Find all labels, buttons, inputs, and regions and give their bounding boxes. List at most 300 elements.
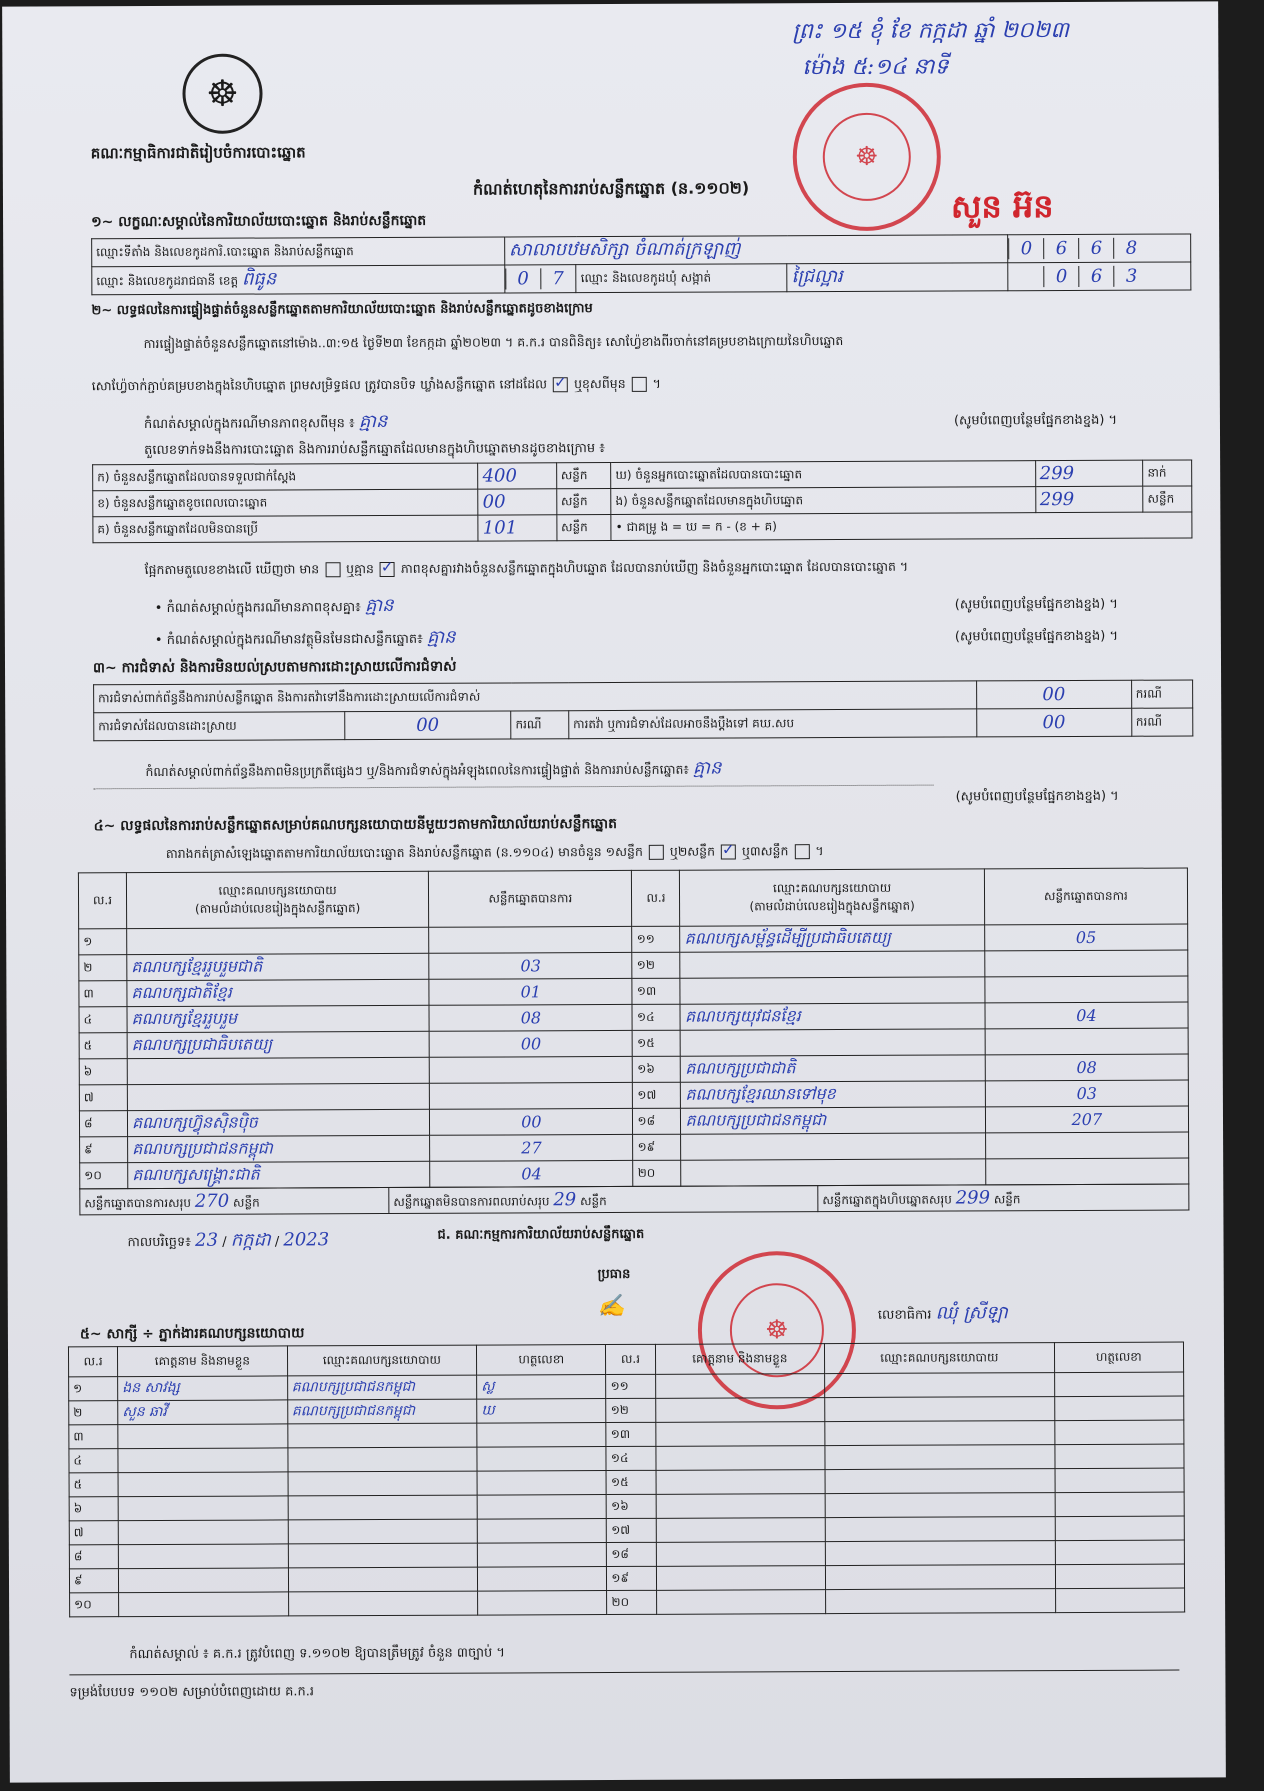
appeal-label: ការតវ៉ា ឬការជំទាស់ដែលអាចនឹងប្តឹងទៅ គឃ.សប [569,709,977,739]
commune-value-text: ជ្រៃល្អារ [791,265,843,288]
party-no [633,1082,681,1108]
col-party-right-title: ឈ្មោះគណបក្សនយោបាយ [772,880,892,895]
witness-no-text: ១៨ [611,1546,629,1561]
province-code-digit: 0 [505,268,540,289]
bullet-difference-label: • កំណត់សម្គាល់ក្នុងករណីមានភាពខុសគ្នា៖ [154,600,361,617]
witness-no-text: ៤ [73,1452,83,1467]
fill-hint-3: (សូមបំពេញបន្ថែមផ្នែកខាងខ្នង) ។ [954,628,1119,645]
witness-signature [1055,1492,1184,1517]
party-no [80,1163,128,1189]
party-no [79,1085,127,1111]
bullet-foreign-label: • កំណត់សម្គាល់ក្នុងករណីមានវត្ថុមិនមែនជាសន្លឹកឆ្នោត៖ [154,631,423,649]
discrepancy-line-rest: ភាពខុសគ្នារវាងចំនួនសន្លឹកឆ្នោតក្នុងហិបឆ្នោត ដែលបានរាប់ឃើញ និងចំនួនអ្នកបោះឆ្នោត ដែលបានបោះឆ្នោត ។ [400,558,909,576]
witness-party [288,1591,478,1616]
total-invalid-value: 29 [553,1188,577,1210]
party-votes-text: 05 [1075,927,1097,947]
secretary-signature: ឈុំ ស្រីឡា [935,1302,1008,1324]
witness-no-text: ១៤ [610,1450,629,1465]
witness-no [69,1473,118,1497]
party-name [127,1031,429,1058]
results-table [78,867,1189,1189]
party-name [127,979,429,1006]
witness-no-text: ៩ [73,1572,83,1587]
party-no [633,1160,681,1186]
difference-note [144,409,388,437]
received-label: ក) ចំនួនសន្លឹកឆ្នោតដែលបានទទួលជាក់ស្តែង [93,463,478,491]
form-reference: ទម្រង់បែបបទ ១១០២ សម្រាប់បំពេញដោយ គ.ក.រ [69,1684,315,1701]
witness-no [69,1425,118,1449]
party-name [681,1029,985,1056]
witness-party [288,1567,478,1592]
party-name-text: គណបក្សយុវជនខ្មែរ [684,1005,801,1026]
witness-no [69,1569,118,1593]
party-name [681,1159,985,1186]
figures-intro: តួលេខទាក់ទងនឹងការបោះឆ្នោត និងការរាប់សន្លឹកឆ្នោតដែលមានក្នុងហិបឆ្នោតមានដូចខាងក្រោម ៖ [144,441,606,459]
party-name-text: គណបក្សហ៊្វុនស៊ិនប៉ិច [131,1112,258,1132]
witness-no-text: ១៥ [610,1474,629,1489]
witness-party-text: គណបក្សប្រជាជនកម្ពុជា [291,1402,416,1420]
witness-name [655,1422,825,1447]
party-votes [985,1054,1188,1081]
unused-value-text: 101 [482,517,518,539]
witness-party [288,1447,478,1472]
location-code-digit: 0 [1008,238,1043,259]
party-name [127,953,429,980]
party-name-text: គណបក្សប្រជាជាតិ [685,1057,796,1078]
witness-no [69,1521,118,1545]
witness-no [70,1593,119,1617]
secretary [878,1300,1008,1328]
witness-no [607,1566,656,1590]
form-sheet [2,1,1226,1782]
party-no [79,981,127,1007]
witness-body [69,1372,1185,1617]
witness-signature [477,1375,606,1400]
fill-hint-2: (សូមបំពេញបន្ថែមផ្នែកខាងខ្នង) ។ [954,596,1118,613]
commune-label: ឈ្មោះ និងលេខកូដឃុំ សង្កាត់ [576,264,787,293]
party-votes-text: 04 [1076,1005,1097,1025]
party-no [80,1137,128,1163]
party-votes [429,1030,632,1057]
objections-unit: ករណី [1131,680,1193,708]
party-name [681,1081,985,1108]
objections-value-text: 00 [1042,684,1066,706]
party-votes [985,1028,1188,1055]
commune-value [787,263,1008,292]
party-votes [429,952,632,979]
party-votes-text: 04 [521,1164,542,1184]
witness-name [118,1424,288,1449]
witness-name-text: សួន ឆាវី [122,1403,167,1421]
witness-party [825,1517,1055,1542]
witness-no [607,1518,656,1542]
section1-table [91,233,1191,295]
witness-no-text: ១ [73,1380,83,1395]
party-name-text: គណបក្សជាតិខ្មែរ [131,982,232,1002]
party-no [79,1007,127,1033]
resolved-value-text: 00 [416,714,440,736]
total-valid-value: 270 [194,1190,230,1212]
one-sheet-checkbox[interactable] [649,845,664,860]
witness-no [606,1398,655,1422]
witness-signature [1055,1516,1184,1541]
handwritten-time-note: ម៉ោង ៥:១៤ នាទី [802,54,949,81]
dotted-line [94,785,934,790]
spoiled-unit: សន្លឹក [556,489,611,515]
party-name-text: គណបក្សខ្មែរឈានទៅមុខ [685,1083,836,1104]
witness-table [68,1342,1185,1618]
witness-signature [477,1399,606,1424]
two-sheets-label: ឬ២សន្លឹក [669,843,716,859]
appeal-unit: ករណី [1131,708,1193,736]
witness-name [655,1446,825,1471]
voters-value-text: 299 [1039,462,1075,485]
witness-no-text: ៥ [73,1476,83,1491]
footnote: កំណត់សម្គាល់ ៖ គ.ក.រ ត្រូវបំពេញ ទ.១១០២ ឱ្យបានត្រឹមត្រូវ ចំនួន ៣ច្បាប់ ។ [129,1645,506,1663]
witness-party [825,1469,1055,1494]
party-votes [985,1002,1188,1029]
witness-party [826,1589,1056,1614]
witness-col-name-right: គោត្តនាម និងនាមខ្លួន [655,1344,825,1375]
province-label-text: ឈ្មោះ និងលេខកូដរាជធានី ខេត្ត [96,273,239,289]
bullet-difference-value: គ្មាន [364,594,394,617]
spoiled-label: ខ) ចំនួនសន្លឹកឆ្នោតខូចពេលបោះឆ្នោត [93,489,478,517]
location-value-text: សាលាបឋមសិក្សា ចំណាត់ក្រឡាញ់ [508,238,741,261]
handwritten-date-note: ព្រះ ១៥ ខុំ ខែ កក្កដា ឆ្នាំ ២០២៣ [792,18,1070,45]
witness-name [656,1494,826,1519]
party-no [79,929,127,955]
party-votes-text: 00 [521,1112,542,1132]
witness-no-text: ៧ [73,1524,84,1539]
witness-col-sign-right: ហត្ថលេខា [1054,1342,1184,1373]
difference-note-label: កំណត់សម្គាល់ក្នុងករណីមានភាពខុសពីមុន ៖ [143,416,355,433]
witness-no [607,1542,656,1566]
party-no-text: ១០ [84,1167,102,1182]
has-discrepancy-checkbox[interactable] [325,562,340,577]
committee-name: គណៈកម្មាធិការជាតិរៀបចំការបោះឆ្នោត [90,143,306,163]
party-votes-text: 03 [1076,1083,1097,1103]
formula-note: • ជាគម្រូ ង = ឃ = ក - (ខ + គ) [611,512,1192,541]
form-title: កំណត់ហេតុនៃការរាប់សន្លឹកឆ្នោត (ន.១១០២) [472,178,750,199]
party-no [633,1030,681,1056]
witness-party [825,1397,1055,1422]
party-votes [429,926,632,953]
party-no-text: ៧ [83,1089,94,1104]
witness-party-text: គណបក្សប្រជាជនកម្ពុជា [291,1378,415,1396]
witness-no-text: ២ [73,1404,83,1419]
stamp-name: សួន អ៊ន [950,187,1054,226]
party-name [680,977,984,1004]
witness-signature [1055,1444,1184,1469]
no-discrepancy-checkbox[interactable] [380,562,395,577]
date-day: 23 [195,1229,219,1251]
witness-signature [1055,1540,1184,1565]
party-no-text: ១ [83,933,93,948]
party-name-text: គណបក្សសង្គ្រោះជាតិ [132,1164,260,1184]
bullet-foreign-value: គ្មាន [426,626,456,648]
party-votes [985,976,1188,1003]
total-valid-label: សន្លឹកឆ្នោតបានការសរុប [84,1195,192,1210]
province-value: ពិធូន [241,268,277,290]
bullet-difference [155,593,394,621]
total-valid-unit: សន្លឹក [232,1195,260,1210]
witness-no-text: ១៧ [611,1522,631,1537]
party-votes-text: 00 [520,1034,542,1054]
witness-name [119,1592,289,1617]
party-no [632,926,680,952]
party-no-text: ៦ [83,1063,93,1078]
total-valid [80,1187,389,1214]
party-no-text: ១៣ [636,983,657,998]
two-sheets-checkbox[interactable] [721,844,736,859]
party-votes-text: 03 [520,956,541,976]
commune-code-digit: 6 [1079,266,1114,287]
irregularity-note-value: គ្មាន [692,757,722,779]
witness-signature [477,1423,606,1448]
total-box [818,1184,1189,1212]
party-name-text: គណបក្សប្រជាជនកម្ពុជា [132,1137,273,1158]
section3-title: ៣~ ការជំទាស់ និងការមិនយល់ស្របតាមការដោះស្រាយលើការជំទាស់ [92,658,457,677]
witness-signature-text: ឃ [481,1402,495,1419]
witness-name [655,1398,825,1423]
location-code-digit: 8 [1113,238,1148,259]
no-discrepancy-label: ឬគ្មាន [346,561,374,577]
witness-no [69,1449,118,1473]
witness-no-text: ១៦ [611,1498,629,1513]
party-votes [429,1056,632,1083]
party-no-text: ១៦ [637,1061,655,1076]
date-label: កាលបរិច្ឆេទ៖ [127,1234,192,1251]
tally-sheet-intro: តារាងកត់ត្រាសំឡេងឆ្នោតតាមការិយាល័យបោះឆ្នោត និងរាប់សន្លឹកឆ្នោត (ន.១១០៤) មានចំនួន ១សន្លឹក [165,843,643,861]
witness-signature [1054,1396,1183,1421]
witness-name [656,1566,826,1591]
party-votes [985,1132,1188,1159]
total-box-value: 299 [955,1186,991,1209]
total-invalid-label: សន្លឹកឆ្នោតមិនបានការពលរាប់សរុប [393,1193,550,1209]
committee-sign-label: ជ. គណៈកម្មការការិយាល័យរាប់សន្លឹកឆ្នោត [437,1226,645,1243]
party-name [127,1005,429,1032]
seal-bottom-emblem-icon: ☸ [730,1283,824,1377]
witness-party [825,1421,1055,1446]
voters-value [1035,460,1143,486]
appeal-value [976,708,1131,737]
col-party [126,871,429,928]
witness-no [69,1497,118,1521]
province-code-digit: 7 [540,268,575,289]
spoiled-value [478,489,556,515]
party-no-text: ១៤ [636,1009,655,1024]
commune-code-digit: 0 [1044,266,1079,287]
witness-signature [1054,1372,1183,1397]
received-unit: សន្លឹក [556,463,611,489]
discrepancy-line [145,559,909,581]
witness-signature [477,1543,606,1568]
party-votes-text: 08 [1076,1057,1097,1077]
witness-signature [1055,1564,1184,1589]
president-signature: ✍ [597,1293,626,1320]
party-votes [429,978,632,1005]
three-sheets-checkbox[interactable] [794,844,809,859]
voters-unit: នាក់ [1143,460,1192,486]
witness-signature [1055,1588,1184,1613]
date-year: 2023 [283,1229,330,1251]
party-name [680,951,984,978]
section2-para1: ការផ្ទៀងផ្ទាត់ចំនួនសន្លឹកឆ្នោតនៅម៉ោង..៣:១៥ ថ្ងៃទី២៣ ខែកក្កដា ឆ្នាំ២០២៣ ។ គ.ក.រ បានពិនិត្យ៖ សោហ្វ៉ែខាងពីរចាក់នៅគម្របខាងក្រោយនៃហិបឆ្នោត [143,332,844,352]
witness-no-text: ១៣ [610,1426,631,1441]
date-month: កក្កដា [230,1229,271,1251]
witness-no [606,1446,655,1470]
party-no [632,1004,680,1030]
total-box-unit: សន្លឹក [993,1191,1021,1206]
total-invalid [389,1186,818,1214]
witness-no-text: ១២ [610,1402,629,1417]
party-name-text: គណបក្សខ្មែររួបរួមជាតិ [131,956,263,976]
witness-signature [478,1591,607,1616]
tally-sheet-line: តារាងកត់ត្រាសំឡេងឆ្នោតតាមការិយាល័យបោះឆ្នោត និងរាប់សន្លឹកឆ្នោត (ន.១១០៤) មានចំនួន ១សន្លឹក ឬ២សន្លឹក ✓ ឬ៣សន្លឹក ។ [166,843,824,865]
witness-party [288,1495,478,1520]
witness-signature [1054,1420,1183,1445]
witness-signature [478,1567,607,1592]
spoiled-value-text: 00 [482,491,506,513]
witness-signature [1055,1468,1184,1493]
party-no-text: ៣ [83,985,94,1000]
ballots-in-box-label: ង) ចំនួនសន្លឹកឆ្នោតដែលមានក្នុងហិបឆ្នោត [611,487,1035,515]
witness-party [825,1373,1055,1398]
same-checkbox[interactable] [553,377,568,392]
unused-value [478,515,556,541]
witness-name [118,1544,288,1569]
witness-no-text: ២០ [611,1594,630,1609]
party-votes [985,1080,1188,1107]
official-seal-top [792,83,941,232]
table-row [70,1588,1185,1617]
witness-no [69,1545,118,1569]
party-name [127,1109,429,1136]
party-no [79,1033,127,1059]
signing-date: កាលបរិច្ឆេទ៖ 23 / កក្កដា / 2023 [127,1229,330,1251]
witness-party [825,1493,1055,1518]
col-party-right [680,869,985,926]
fill-hint-4: (សូមបំពេញបន្ថែមផ្នែកខាងខ្នង) ។ [955,788,1119,805]
witness-col-no: ល.រ [68,1347,117,1377]
witness-no [606,1470,655,1494]
witness-no [69,1377,118,1401]
party-name [681,1133,985,1160]
witness-party [288,1519,478,1544]
witness-party [288,1543,478,1568]
witness-party [287,1423,477,1448]
location-code-digit: 6 [1078,238,1113,259]
party-no [632,952,680,978]
discrepancy-line-text: ផ្អែកតាមតួលេខខាងលើ ឃើញថា មាន [144,561,320,578]
province-code [505,265,577,293]
party-votes [985,950,1188,977]
party-no [79,1059,127,1085]
witness-col-no-right: ល.រ [606,1344,655,1374]
party-no-text: ១២ [636,957,655,972]
party-name-text: គណបក្សប្រជាធិបតេយ្យ [131,1033,273,1054]
witness-col-name: គោត្តនាម និងនាមខ្លួន [118,1346,288,1377]
party-votes [985,1158,1188,1185]
party-no-text: ៥ [83,1037,93,1052]
party-name [680,925,984,952]
irregularity-note-label: កំណត់សម្គាល់ពាក់ព័ន្ធនឹងភាពមិនប្រក្រតីផ្សេងៗ ឬ/និងការជំទាស់ក្នុងអំឡុងពេលនៃការផ្ទៀងផ្ទាត់ និងការរាប់សន្លឹកឆ្នោត៖ [145,761,689,780]
party-no [633,1056,681,1082]
witness-party [287,1375,477,1400]
party-votes [984,924,1187,951]
appeal-value-text: 00 [1042,712,1066,734]
party-name [127,1083,429,1110]
commune-code-digit: 3 [1114,266,1149,287]
president-label: ប្រធាន [597,1266,631,1283]
witness-name [118,1472,288,1497]
party-no-text: ២ [83,959,93,974]
party-no [79,955,127,981]
witness-col-party-right: ឈ្មោះគណបក្សនយោបាយ [824,1343,1054,1374]
seal-emblem-icon: ☸ [823,113,911,201]
party-name-text: គណបក្សប្រជាជនកម្ពុជា [685,1109,827,1130]
party-name [681,1055,985,1082]
witness-no-text: ៨ [73,1548,83,1563]
party-votes-text: 01 [520,982,542,1002]
witness-no [606,1374,655,1398]
party-no [79,1111,127,1137]
party-no-text: ២០ [637,1165,656,1180]
witness-no-text: ៣ [73,1428,84,1443]
objections-label: ការជំទាស់ពាក់ព័ន្ធនឹងការរាប់សន្លឹកឆ្នោត និងការតវ៉ាទៅនឹងការដោះស្រាយលើការជំទាស់ [94,681,977,713]
party-name [681,1107,985,1134]
party-no-text: ៤ [83,1011,93,1026]
party-votes [429,1004,632,1031]
witness-no-text: ៦ [73,1500,83,1515]
party-no [633,1108,681,1134]
ballots-in-box-unit: សន្លឹក [1143,486,1192,512]
party-name [680,1003,984,1030]
party-votes-text: 08 [520,1008,542,1028]
witness-party [288,1471,478,1496]
party-no-text: ១៨ [637,1113,656,1128]
received-value [478,463,556,489]
irregularity-note [145,756,721,786]
col-party-right-sub: (តាមលំដាប់លេខរៀងក្នុងសន្លឹកឆ្នោត) [749,898,915,913]
witness-signature [477,1519,606,1544]
party-votes [430,1108,633,1135]
witness-name [655,1374,825,1399]
witness-name [119,1568,289,1593]
section2-para1b-text: សោហ្វ៉ែចាក់ភ្ជាប់គម្របខាងក្នុងនៃហិបឆ្នោត ព្រមសម្រិទ្ធផល ត្រូវបានបិទ ឃ្លាំងសន្លឹកឆ្នោត នៅដដែល [91,376,548,394]
witness-col-sign: ហត្ថលេខា [477,1345,606,1376]
objections-value [976,680,1131,709]
witness-signature [477,1447,606,1472]
party-name [128,1135,430,1162]
party-no [633,1134,681,1160]
col-votes-right: សន្លឹកឆ្នោតបានការ [984,868,1187,925]
witness-no [607,1590,656,1614]
ballots-in-box-value-text: 299 [1039,488,1075,511]
unused-unit: សន្លឹក [556,515,611,541]
different-checkbox[interactable] [632,377,647,392]
witness-name [656,1590,826,1615]
witness-name [118,1448,288,1473]
witness-party [825,1541,1055,1566]
party-name-text: គណបក្សខ្មែររួបរួម [131,1008,238,1028]
resolved-label: ការជំទាស់ដែលបានដោះស្រាយ [94,712,345,741]
location-code-digit: 6 [1043,238,1078,259]
party-name [127,1057,429,1084]
witness-no-text: ១១ [610,1378,629,1393]
footer-divider [69,1670,1179,1676]
witness-no-text: ១០ [74,1596,92,1611]
